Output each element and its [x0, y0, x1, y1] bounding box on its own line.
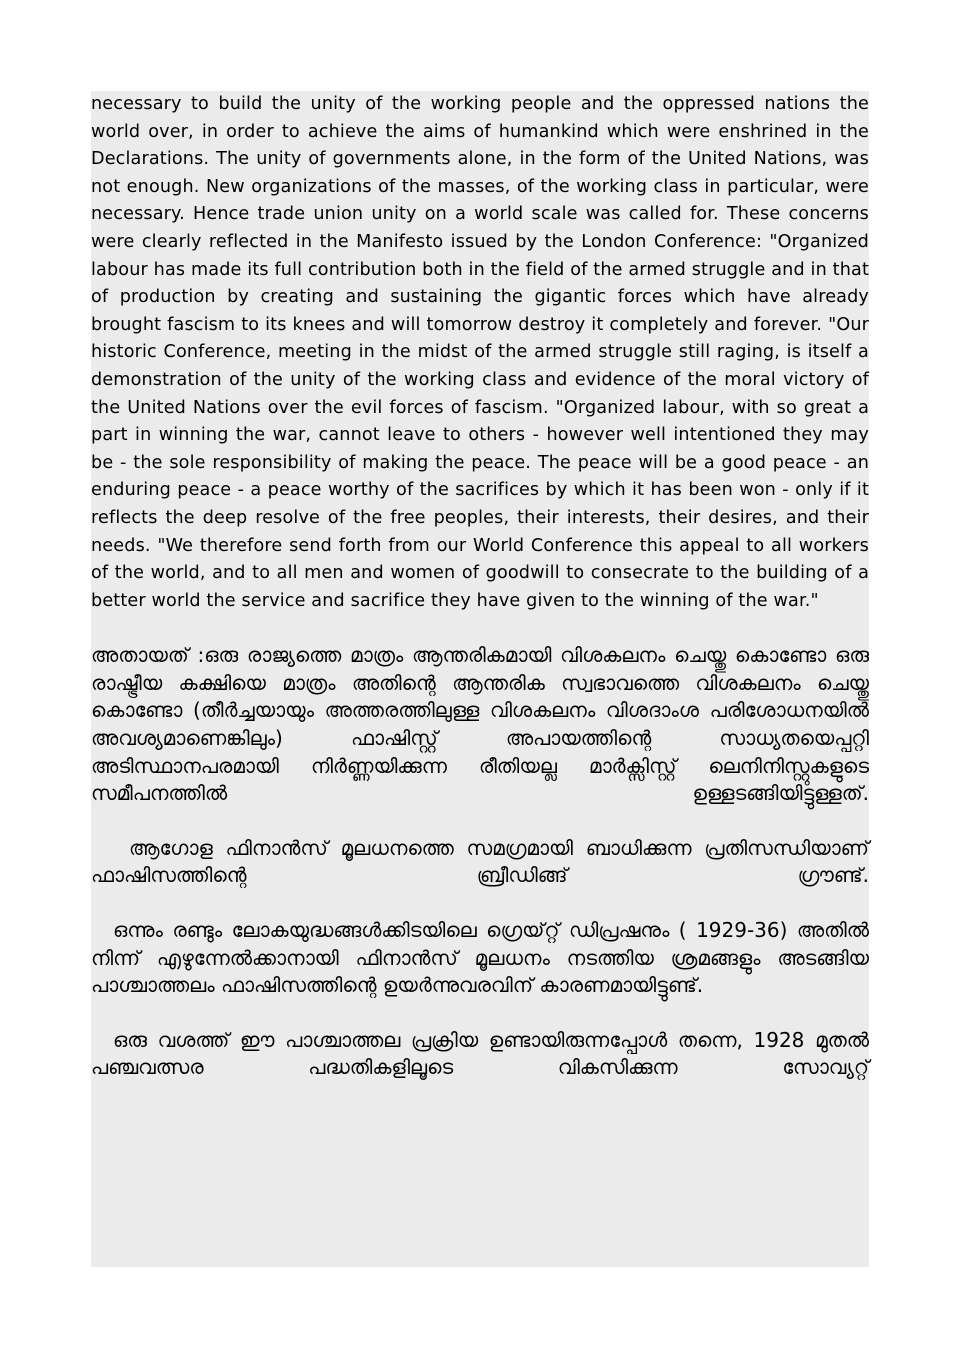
english-paragraph: necessary to build the unity of the working people and the oppressed nations the world over, in order to achieve the aims of humankind which were enshrined in the Declarations. The unity of governments alone, in the form of the United Nations, was not enough. New organizations of the masses, of the working class in particular, were necessary. Hence trade union unity on a world scale was called for. These concerns were clearly reflected in the Manifesto issued by the London Conference: "Organized labour has made its full contribution both in the field of the armed struggle and in that of production by creating and sustaining the gigantic forces which have already brought fascism to its knees and will tomorrow destroy it completely and forever. "Our historic Conference, meeting in the midst of the armed struggle still raging, is itself a demonstration of the unity of the working class and evidence of the moral victory of the United Nations over the evil forces of fascism. "Organized labour, with so great a part in winning the war, cannot leave to others - however well intentioned they may be - the sole responsibility of making the peace. The peace will be a good peace - an enduring peace - a peace worthy of the sacrifices by which it has been won - only if it reflects the deep resolve of the free peoples, their interests, their desires, and their needs. "We therefore send forth from our World Conference this appeal to all workers of the world, and to all men and women of goodwill to consecrate to the building of a better world the service and sacrifice they have given to the winning of the war." [91, 94, 869, 611]
malayalam-paragraph-3: ഒന്നും രണ്ടും ലോകയുദ്ധങ്ങൾക്കിടയിലെ ഗ്രെയ്റ്റ് ഡിപ്രഷനും ( 1929-36) അതിൽ നിന്ന് എഴുന്നേൽക്കാനായി ഫിനാൻസ് മൂലധനം നടത്തിയ ശ്രമങ്ങളും അടങ്ങിയ പാശ്ചാത്തലം ഫാഷിസത്തിന്റെ ഉയർന്നുവരവിന് കാരണമായിട്ടുണ്ട്. [91, 918, 869, 998]
malayalam-paragraph-1: അതായത് :ഒരു രാജ്യത്തെ മാത്രം ആന്തരികമായി വിശകലനം ചെയ്തു കൊണ്ടോ ഒരു രാഷ്ട്രീയ കക്ഷിയെ മാത്രം അതിന്റെ ആന്തരിക സ്വഭാവത്തെ വിശകലനം ചെയ്തു കൊണ്ടോ (തീർച്ചയായും അത്തരത്തിലുള്ള വിശകലനം വിശദാംശ പരിശോധനയിൽ അവശ്യമാണെങ്കിലും) ഫാഷിസ്റ്റ് അപായത്തിന്റെ സാധ്യതയെപ്പറ്റി അടിസ്ഥാനപരമായി നിർണ്ണയിക്കുന്ന രീതിയല്ല മാർക്സിസ്റ്റ് ലെനിനിസ്റ്റുകളുടെ സമീപനത്തിൽ ഉള്ളടങ്ങിയിട്ടുള്ളത്. [91, 643, 869, 806]
malayalam-paragraph-2: ആഗോള ഫിനാൻസ് മൂലധനത്തെ സമഗ്രമായി ബാധിക്കുന്ന പ്രതിസന്ധിയാണ് ഫാഷിസത്തിന്റെ ബ്രീഡിങ്ങ് ഗ്രൗണ്ട്. [91, 835, 869, 888]
malayalam-paragraph-4: ഒരു വശത്ത് ഈ പാശ്ചാത്തല പ്രക്രിയ ഉണ്ടായിരുന്നപ്പോൾ തന്നെ, 1928 മുതൽ പഞ്ചവത്സര പദ്ധതികളിലൂടെ വികസിക്കുന്ന സോവ്യറ്റ് [91, 1027, 869, 1080]
document-page [91, 91, 869, 1267]
